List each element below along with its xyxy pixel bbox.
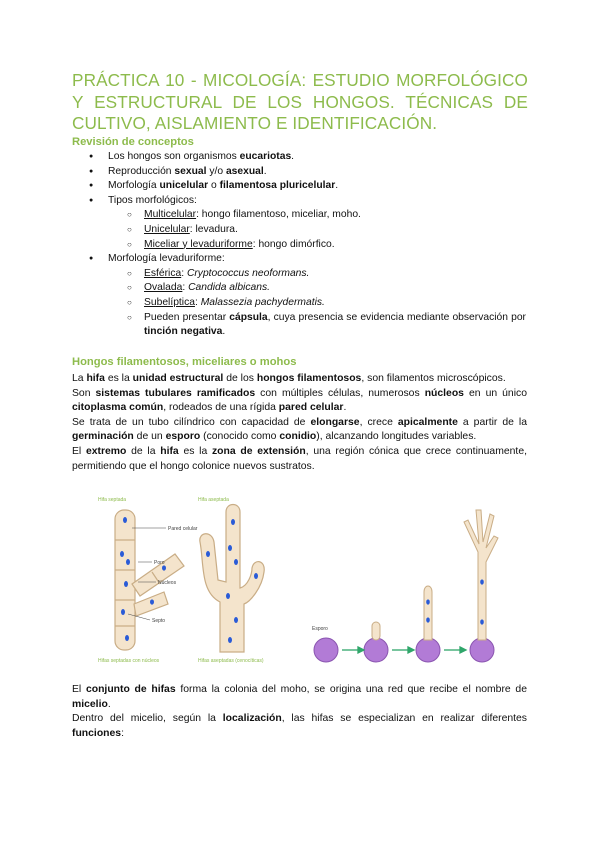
list-item: ● Tipos morfológicos: <box>72 194 532 209</box>
label-spore: Esporo <box>312 626 328 632</box>
paragraphs-hyphae <box>72 372 527 474</box>
paragraphs-mycelium <box>72 683 527 741</box>
list-item: ● Morfología levaduriforme: <box>72 252 532 267</box>
section-heading-revision: Revisión de conceptos <box>72 136 194 148</box>
sub-list-item: ○ Miceliar y levaduriforme: hongo dimórfico. <box>72 238 532 253</box>
concepts-list <box>72 150 532 340</box>
sub-list-item: ○ Esférica: Cryptococcus neoformans. <box>72 267 532 282</box>
label-septate: Hifa septada <box>98 497 127 503</box>
paragraph: Son sistemas tubulares ramificados con múltiples células, numerosos núcleos en un único citoplasma común, rodeados de una rígida pared celular. <box>72 387 527 414</box>
page-title: PRÁCTICA 10 - MICOLOGÍA: ESTUDIO MORFOLÓGICO Y ESTRUCTURAL DE LOS HONGOS. TÉCNICAS DE CULTIVO, AISLAMIENTO E IDENTIFICACIÓN. <box>72 70 528 133</box>
label-aseptate: Hifa aseptada <box>198 497 229 503</box>
list-item: ● Reproducción sexual y/o asexual. <box>72 165 532 180</box>
paragraph: El conjunto de hifas forma la colonia del moho, se origina una red que recibe el nombre de micelio. <box>72 684 527 710</box>
paragraph: La hifa es la unidad estructural de los hongos filamentosos, son filamentos microscópicos. <box>72 373 506 384</box>
list-item: ● Los hongos son organismos eucariotas. <box>72 150 532 165</box>
sub-list-item: ○ Subelíptica: Malassezia pachydermatis. <box>72 296 532 311</box>
sub-list-item: ○ Unicelular: levadura. <box>72 223 532 238</box>
paragraph: Se trata de un tubo cilíndrico con capacidad de elongarse, crece apicalmente a partir de la germinación de un esporo (conocido como conidio), alcanzando longitudes variables. <box>72 416 527 443</box>
label-septum: Septo <box>152 618 166 624</box>
sub-list-item: ○ Multicelular: hongo filamentoso, miceliar, moho. <box>72 208 532 223</box>
aseptate-hypha <box>200 505 264 653</box>
label-pore: Poro <box>154 560 165 566</box>
list-item: ● Morfología unicelular o filamentosa pluricelular. <box>72 179 532 194</box>
germination-sequence <box>314 510 498 662</box>
caption-mid: Hifas aseptadas (cenocíticas) <box>198 658 264 664</box>
sub-list-item: ○ Ovalada: Candida albicans. <box>72 281 532 296</box>
paragraph: El extremo de la hifa es la zona de extensión, una región cónica que crece continuamente, permitiendo que el hongo colonice nuevos sustratos. <box>72 445 527 472</box>
paragraph: Dentro del micelio, según la localización, las hifas se especializan en realizar diferentes funciones: <box>72 713 527 739</box>
caption-left: Hifas septadas con núcleos <box>98 658 160 664</box>
section-heading-filamentous: Hongos filamentosos, miceliares o mohos <box>72 356 297 368</box>
label-cell-wall: Pared celular <box>168 526 198 532</box>
label-nuclei: Núcleos <box>158 580 177 586</box>
hyphae-figure <box>80 492 530 672</box>
sub-list-item: ○ Pueden presentar cápsula, cuya presencia se evidencia mediante observación por tinción negativa. <box>72 311 532 340</box>
